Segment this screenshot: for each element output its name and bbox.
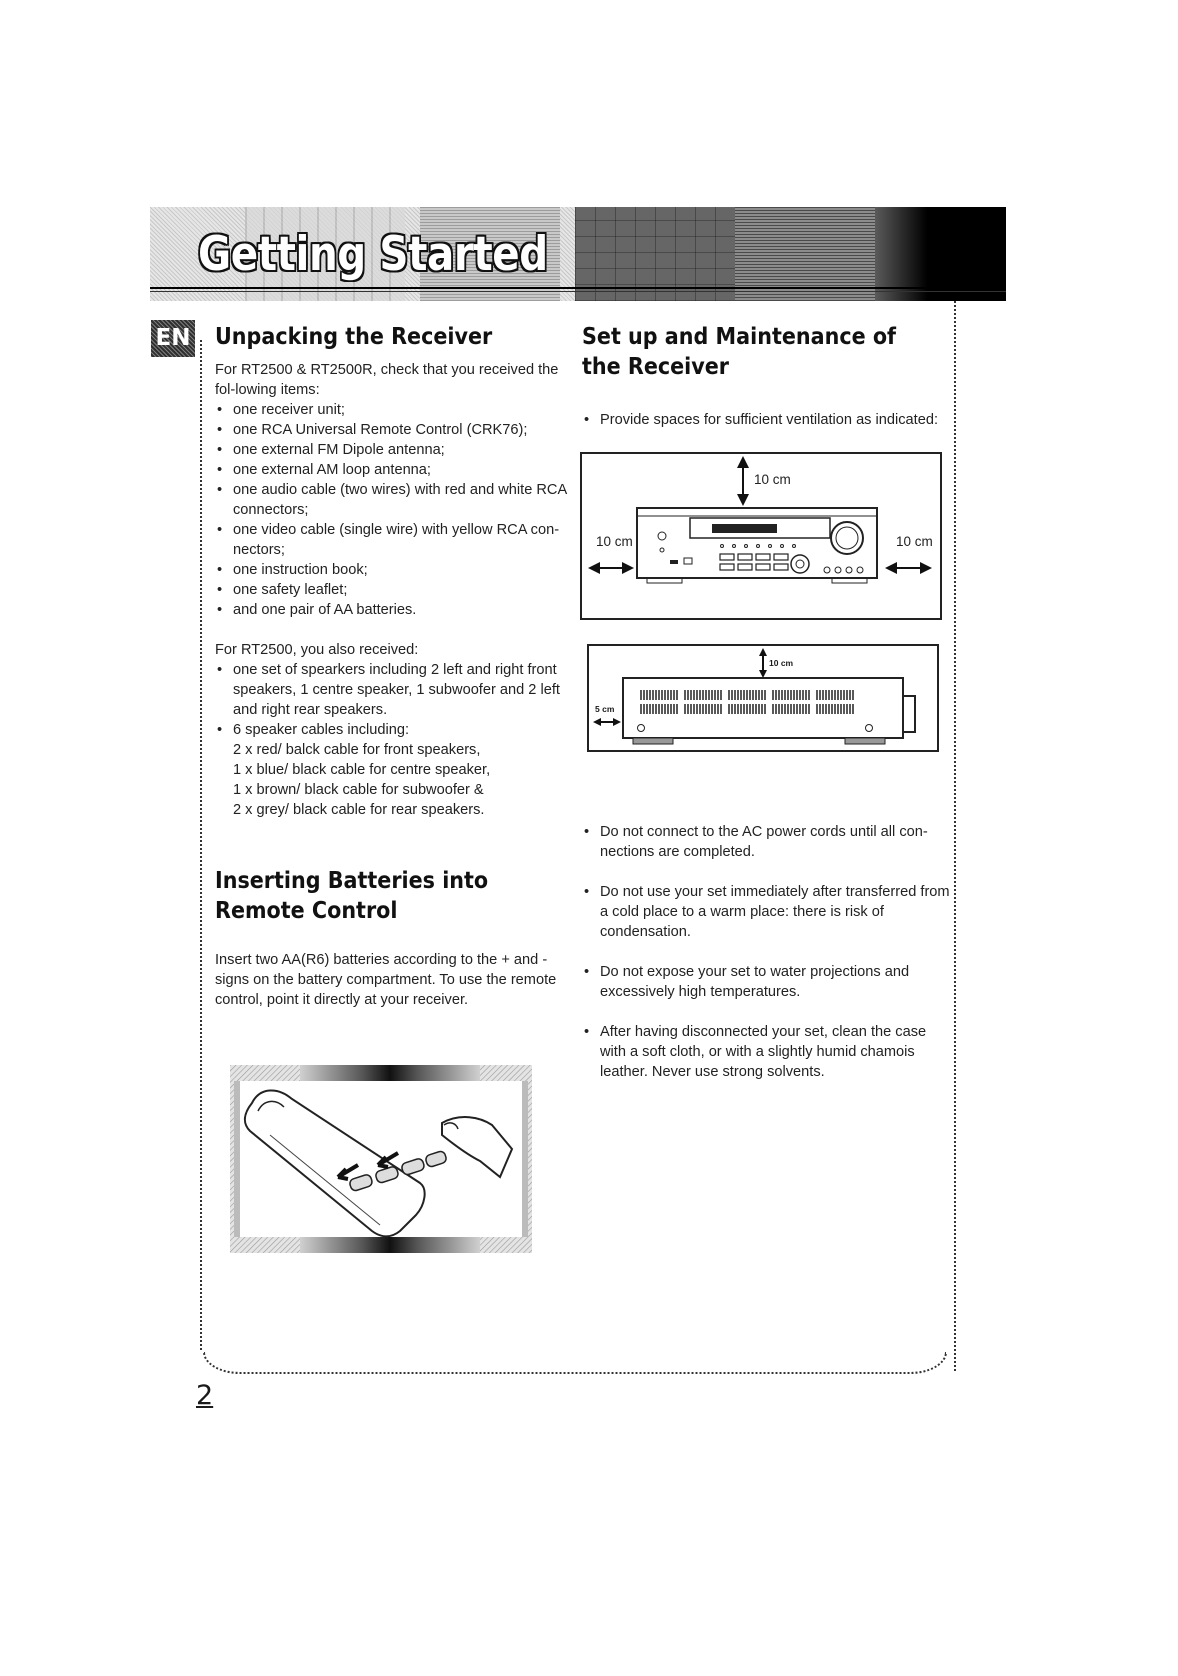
list-item: • one external FM Dipole antenna; <box>215 440 575 460</box>
items-list <box>215 660 575 740</box>
banner-rule <box>150 291 1006 292</box>
list-item: • one safety leaflet; <box>215 580 575 600</box>
list-item: 2 x grey/ black cable for rear speakers. <box>233 802 485 818</box>
remote-illustration <box>230 1065 532 1253</box>
list-item: • one receiver unit; <box>215 400 575 420</box>
section-heading: Remote Control <box>215 898 398 924</box>
dimension-label: 10 cm <box>596 534 633 549</box>
paragraph: Insert two AA(R6) batteries according to the + and - signs on the battery compartment. To use the remote control, point it directly at your receiver. <box>215 952 557 1008</box>
list-item: • Do not expose your set to water projections and excessively high temperatures. <box>582 962 952 1002</box>
list-item: • Provide spaces for sufficient ventilation as indicated: <box>582 410 952 430</box>
frame-border <box>954 301 956 1371</box>
section-heading: Inserting Batteries into <box>215 868 489 894</box>
dimension-label: 10 cm <box>754 472 791 487</box>
unpacking-section <box>215 322 575 820</box>
list-item: • one instruction book; <box>215 560 575 580</box>
batteries-section <box>215 866 575 1010</box>
items-list <box>215 400 575 620</box>
items-list <box>582 822 952 1082</box>
language-tab: EN <box>151 320 195 357</box>
section-heading: the Receiver <box>582 354 730 380</box>
list-item: • one RCA Universal Remote Control (CRK76); <box>215 420 575 440</box>
list-item: • one video cable (single wire) with yellow RCA con-nectors; <box>215 520 575 560</box>
list-item: 1 x blue/ black cable for centre speaker, <box>233 762 491 778</box>
page-title: Getting Started <box>198 227 548 282</box>
cable-list <box>215 740 575 820</box>
maintenance-notes <box>582 822 952 1082</box>
list-item: • Do not use your set immediately after transferred from a cold place to a warm place: there is risk of condensation. <box>582 882 952 942</box>
receiver-rear-icon <box>589 646 937 750</box>
list-item: • one set of spearkers including 2 left and right front speakers, 1 centre speaker, 1 subwoofer and 2 left and right rear speakers. <box>215 660 575 720</box>
rear-ventilation-diagram <box>587 644 939 752</box>
frame-border <box>203 1352 947 1374</box>
front-ventilation-diagram <box>580 452 942 620</box>
list-item: 1 x brown/ black cable for subwoofer & <box>233 782 484 798</box>
frame-border <box>200 340 202 1350</box>
paragraph: For RT2500 & RT2500R, check that you received the fol-lowing items: <box>215 362 559 398</box>
items-list <box>582 410 952 430</box>
list-item: 2 x red/ balck cable for front speakers, <box>233 742 481 758</box>
list-item: • 6 speaker cables including: <box>215 720 575 740</box>
list-item: • one external AM loop antenna; <box>215 460 575 480</box>
banner-rule <box>150 287 1006 289</box>
section-heading: Set up and Maintenance of <box>582 324 897 350</box>
setup-section <box>582 322 952 430</box>
dimension-label: 5 cm <box>595 704 615 714</box>
remote-battery-icon <box>230 1065 532 1253</box>
paragraph: For RT2500, you also received: <box>215 642 419 658</box>
dimension-label: 10 cm <box>769 658 794 668</box>
page-number: 2 <box>196 1380 214 1411</box>
list-item: • one audio cable (two wires) with red and white RCA connectors; <box>215 480 575 520</box>
section-heading: Unpacking the Receiver <box>215 324 493 350</box>
dimension-label: 10 cm <box>896 534 933 549</box>
list-item: • After having disconnected your set, clean the case with a soft cloth, or with a slightly humid chamois leather. Never use strong solvents. <box>582 1022 952 1082</box>
list-item: • and one pair of AA batteries. <box>215 600 575 620</box>
list-item: • Do not connect to the AC power cords until all con-nections are completed. <box>582 822 952 862</box>
header-banner <box>150 207 1006 301</box>
